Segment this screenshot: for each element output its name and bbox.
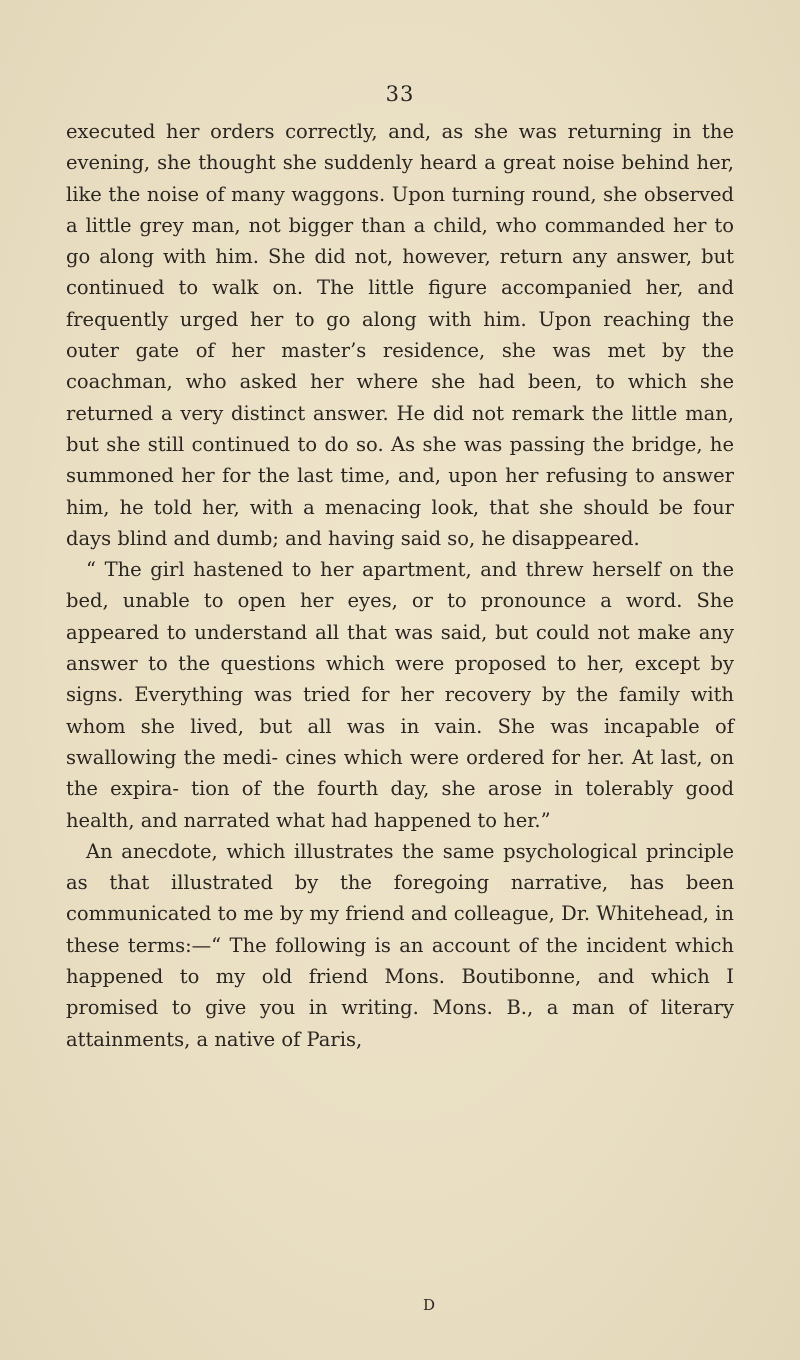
page-number: 33 — [385, 82, 415, 106]
signature-mark: D — [422, 1296, 436, 1314]
body-text — [66, 116, 734, 1055]
paragraph-anecdote: An anecdote, which illustrates the same psychological principle as that illustrated by the foregoing narrative, has been communicated to me by my friend and colleague, Dr. Whitehead, in these terms:—“ The following is an account of the incident which happened to my old friend Mons. Boutibonne, and which I promised to give you in writing. Mons. B., a man of literary attainments, a native of Paris, — [66, 839, 734, 1051]
paragraph-continuation: executed her orders correctly, and, as she was returning in the evening, she thought she suddenly heard a great noise behind her, like the noise of many waggons. Upon turning round, she observed a little grey man, not bigger than a child, who commanded her to go along with him. She did not, however, return any answer, but continued to walk on. The little figure accompanied her, and frequently urged her to go along with him. Upon reaching the outer gate of her master’s residence, she was met by the coachman, who asked her where she had been, to which she returned a very distinct answer. He did not remark the little man, but she still continued to do so. As she was passing the bridge, he summoned her for the last time, and, upon her refusing to answer him, he told her, with a menacing look, that she should be four days blind and dumb; and having said so, he disappeared. — [66, 120, 734, 550]
paragraph-quote: “ The girl hastened to her apartment, and threw herself on the bed, unable to open her eyes, or to pronounce a word. She appeared to understand all that was said, but could not make any answer to the questions which were proposed to her, except by signs. Everything was tried for her recovery by the family with whom she lived, but all was in vain. She was incapable of swallowing the medi- cines which were ordered for her. At last, on the expira- tion of the fourth day, she arose in tolerably good health, and narrated what had happened to her.” — [66, 558, 734, 832]
